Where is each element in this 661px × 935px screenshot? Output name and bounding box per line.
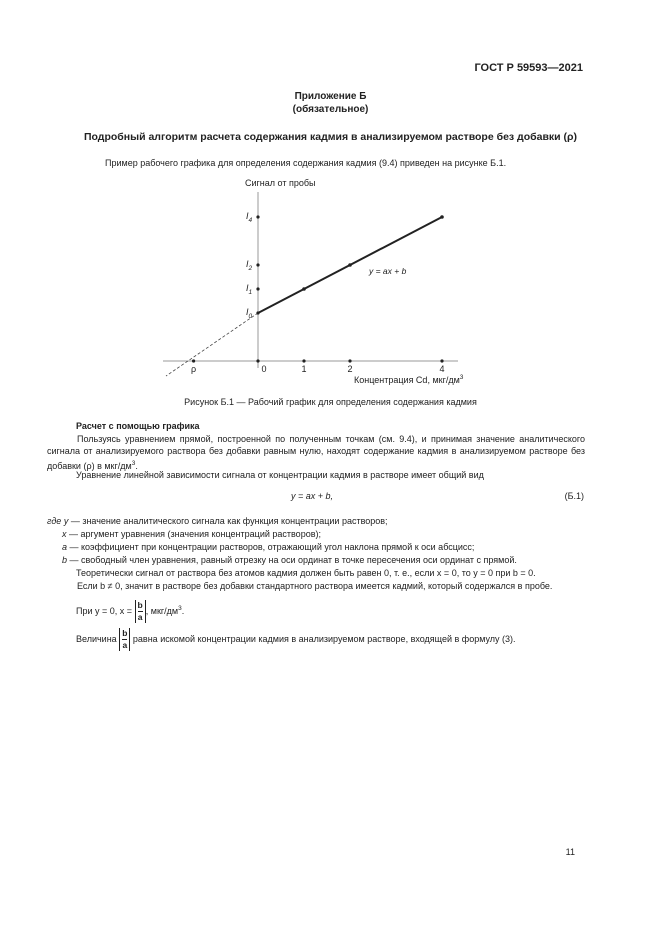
data-point bbox=[348, 263, 352, 267]
x-tick-label: 0 bbox=[261, 364, 267, 374]
document-id: ГОСТ Р 59593—2021 bbox=[474, 62, 583, 74]
where-line-a: a — коэффициент при концентрации растворов, отражающий угол наклона прямой к оси абсцисс; bbox=[62, 542, 475, 552]
extrapolation-line bbox=[166, 313, 258, 376]
y-tick bbox=[256, 215, 259, 218]
y-tick-label: $I_2$ bbox=[246, 259, 253, 272]
x-tick bbox=[348, 359, 351, 362]
fraction-b-over-a: $\frac{b}{a}$ bbox=[135, 600, 146, 623]
paragraph-4: Если b ≠ 0, значит в растворе без добавки стандартного раствора имеется кадмий, который содержался в пробе. bbox=[77, 581, 553, 591]
data-point bbox=[440, 215, 444, 219]
x-tick bbox=[302, 359, 305, 362]
appendix-heading: Подробный алгоритм расчета содержания кадмия в анализируемом растворе без добавки (ρ) bbox=[83, 131, 578, 143]
paragraph-2: Уравнение линейной зависимости сигнала от концентрации кадмия в растворе имеет общий вид bbox=[76, 470, 484, 480]
fraction-b-over-a-2: $\frac{b}{a}$ bbox=[119, 628, 130, 651]
x-tick bbox=[256, 359, 259, 362]
x-tick-label: 4 bbox=[439, 364, 445, 374]
x-tick-label: ρ bbox=[191, 364, 197, 374]
chart-equation: y = ax + b bbox=[369, 266, 407, 276]
y-tick-label: $I_4$ bbox=[246, 211, 253, 224]
y-tick bbox=[256, 263, 259, 266]
appendix-status: (обязательное) bbox=[292, 104, 369, 115]
y-tick-label: $I_0$ bbox=[246, 307, 253, 320]
figure-caption: Рисунок Б.1 — Рабочий график для определения содержания кадмия bbox=[184, 397, 477, 407]
x-tick bbox=[192, 359, 195, 362]
page-number: 11 bbox=[565, 847, 575, 857]
working-chart bbox=[0, 0, 661, 420]
x-tick bbox=[440, 359, 443, 362]
x-tick-label: 1 bbox=[301, 364, 307, 374]
paragraph-5: При y = 0, x = $\frac{b}{a}$ , мкг/$дм^3$. bbox=[76, 600, 185, 622]
section-title: Расчет с помощью графика bbox=[76, 421, 200, 431]
x-tick-label: 2 bbox=[347, 364, 353, 374]
y-tick bbox=[256, 287, 259, 290]
chart-y-label: Сигнал от пробы bbox=[245, 178, 316, 188]
data-point bbox=[302, 287, 306, 291]
paragraph-6: Величина $\frac{b}{a}$ равна искомой концентрации кадмия в анализируемом растворе, входящей в формулу (3). bbox=[76, 628, 516, 650]
y-tick-label: $I_1$ bbox=[246, 283, 253, 296]
where-line-y: где y — значение аналитического сигнала как функция концентрации растворов; bbox=[47, 516, 388, 526]
intro-text: Пример рабочего графика для определения содержания кадмия (9.4) приведен на рисунке Б.1. bbox=[105, 158, 507, 168]
paragraph-3: Теоретически сигнал от раствора без атомов кадмия должен быть равен 0, т. е., если x = 0, то y = 0 при b = 0. bbox=[76, 568, 536, 578]
chart-x-label: Концентрация Cd, мкг/$дм^3$ bbox=[354, 374, 464, 385]
paragraph-1: Пользуясь уравнением прямой, построенной по полученным точкам (см. 9.4), и принимая значение аналитического сигнала от анализируемого раствора без добавки равным нулю, находят содержание кадмия в анализируемом растворе без добавки (ρ) в мкг/$дм^3$. bbox=[47, 434, 585, 471]
formula: y = ax + b, bbox=[291, 491, 334, 501]
y-tick bbox=[256, 311, 259, 314]
where-line-b: b — свободный член уравнения, равный отрезку на оси ординат в точке пересечения оси ординат с прямой. bbox=[62, 555, 517, 565]
formula-number: (Б.1) bbox=[564, 491, 584, 501]
where-line-x: x — аргумент уравнения (значения концентраций растворов); bbox=[62, 529, 321, 539]
appendix-title: Приложение Б bbox=[294, 91, 367, 102]
